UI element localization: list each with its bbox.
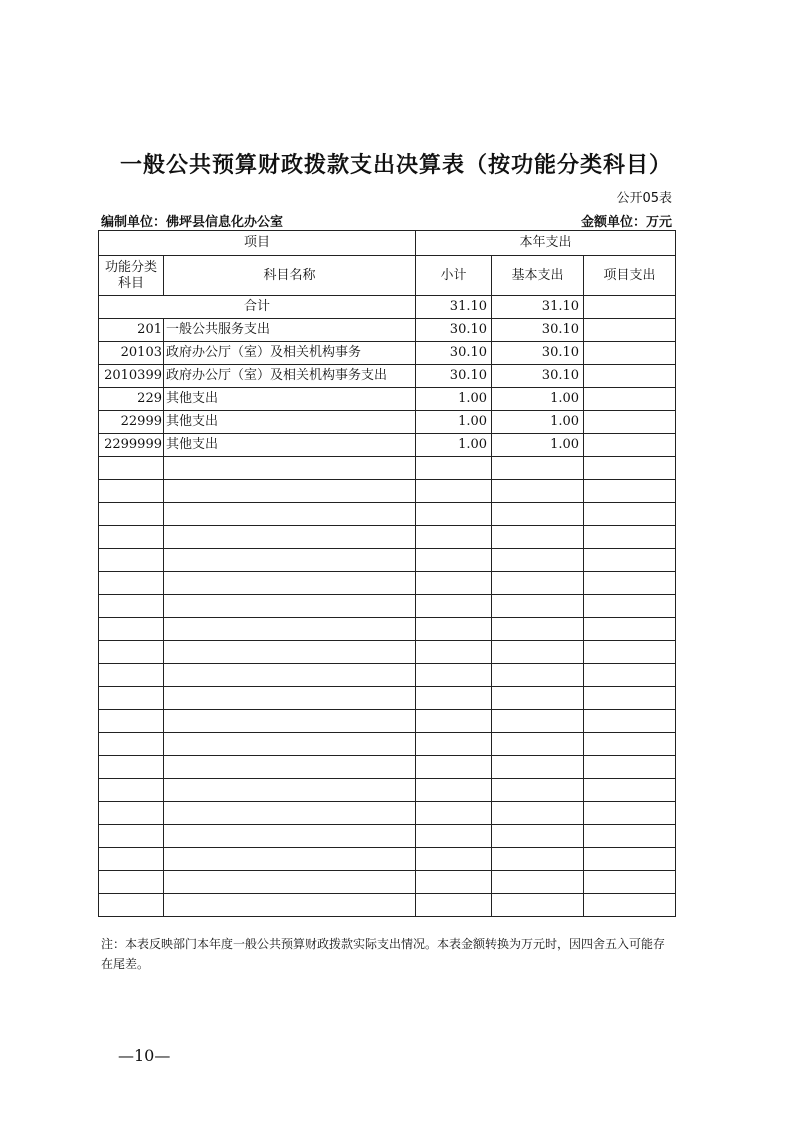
header-row-1 bbox=[99, 231, 676, 256]
empty-cell bbox=[416, 687, 492, 710]
empty-cell bbox=[584, 871, 676, 894]
empty-cell bbox=[584, 664, 676, 687]
empty-cell bbox=[164, 572, 416, 595]
empty-cell bbox=[416, 480, 492, 503]
empty-row bbox=[99, 894, 676, 917]
total-row bbox=[99, 296, 676, 319]
empty-cell bbox=[416, 871, 492, 894]
empty-cell bbox=[416, 710, 492, 733]
empty-cell bbox=[584, 710, 676, 733]
row-basic: 30.10 bbox=[492, 365, 584, 388]
empty-cell bbox=[584, 526, 676, 549]
table-row bbox=[99, 365, 676, 388]
header-basic: 基本支出 bbox=[492, 256, 584, 296]
empty-cell bbox=[164, 687, 416, 710]
empty-cell bbox=[584, 572, 676, 595]
empty-cell bbox=[164, 664, 416, 687]
empty-cell bbox=[99, 641, 164, 664]
row-name: 政府办公厅（室）及相关机构事务支出 bbox=[164, 365, 416, 388]
empty-cell bbox=[492, 710, 584, 733]
total-label: 合计 bbox=[99, 296, 416, 319]
row-code: 2299999 bbox=[99, 434, 164, 457]
table-row bbox=[99, 388, 676, 411]
empty-row bbox=[99, 687, 676, 710]
empty-cell bbox=[164, 618, 416, 641]
empty-cell bbox=[99, 825, 164, 848]
empty-cell bbox=[164, 480, 416, 503]
empty-cell bbox=[99, 595, 164, 618]
footnote: 注：本表反映部门本年度一般公共预算财政拨款实际支出情况。本表金额转换为万元时，因四舍五入可能存在尾差。 bbox=[101, 937, 666, 971]
row-subtotal: 30.10 bbox=[416, 342, 492, 365]
row-basic: 1.00 bbox=[492, 388, 584, 411]
empty-row bbox=[99, 595, 676, 618]
total-subtotal: 31.10 bbox=[416, 296, 492, 319]
empty-row bbox=[99, 871, 676, 894]
empty-cell bbox=[416, 641, 492, 664]
header-project-exp: 项目支出 bbox=[584, 256, 676, 296]
amount-unit: 金额单位：万元 bbox=[580, 215, 672, 230]
empty-cell bbox=[492, 802, 584, 825]
empty-cell bbox=[99, 733, 164, 756]
compiling-unit: 编制单位：佛坪县信息化办公室 bbox=[101, 215, 284, 230]
empty-row bbox=[99, 549, 676, 572]
empty-cell bbox=[492, 480, 584, 503]
empty-cell bbox=[492, 825, 584, 848]
empty-cell bbox=[492, 641, 584, 664]
empty-cell bbox=[416, 848, 492, 871]
empty-row bbox=[99, 664, 676, 687]
empty-row bbox=[99, 618, 676, 641]
empty-cell bbox=[416, 618, 492, 641]
empty-cell bbox=[416, 779, 492, 802]
empty-row bbox=[99, 756, 676, 779]
empty-cell bbox=[584, 457, 676, 480]
row-code: 2010399 bbox=[99, 365, 164, 388]
empty-cell bbox=[164, 756, 416, 779]
empty-cell bbox=[584, 894, 676, 917]
row-project bbox=[584, 319, 676, 342]
empty-cell bbox=[99, 618, 164, 641]
empty-cell bbox=[492, 595, 584, 618]
empty-cell bbox=[99, 802, 164, 825]
row-project bbox=[584, 434, 676, 457]
empty-row bbox=[99, 802, 676, 825]
empty-cell bbox=[99, 871, 164, 894]
empty-cell bbox=[99, 549, 164, 572]
row-name: 其他支出 bbox=[164, 411, 416, 434]
empty-row bbox=[99, 480, 676, 503]
empty-cell bbox=[492, 572, 584, 595]
table-row bbox=[99, 319, 676, 342]
empty-cell bbox=[584, 595, 676, 618]
empty-cell bbox=[416, 825, 492, 848]
empty-cell bbox=[584, 641, 676, 664]
row-name: 其他支出 bbox=[164, 434, 416, 457]
row-basic: 30.10 bbox=[492, 319, 584, 342]
empty-cell bbox=[416, 503, 492, 526]
row-project bbox=[584, 411, 676, 434]
empty-cell bbox=[492, 779, 584, 802]
empty-row bbox=[99, 825, 676, 848]
empty-cell bbox=[99, 572, 164, 595]
empty-cell bbox=[164, 802, 416, 825]
total-project bbox=[584, 296, 676, 319]
empty-cell bbox=[492, 733, 584, 756]
empty-cell bbox=[584, 825, 676, 848]
empty-cell bbox=[492, 664, 584, 687]
row-subtotal: 30.10 bbox=[416, 365, 492, 388]
empty-cell bbox=[164, 710, 416, 733]
empty-row bbox=[99, 526, 676, 549]
empty-row bbox=[99, 710, 676, 733]
empty-cell bbox=[164, 641, 416, 664]
empty-cell bbox=[492, 503, 584, 526]
empty-cell bbox=[164, 733, 416, 756]
empty-cell bbox=[164, 595, 416, 618]
header-project: 项目 bbox=[99, 231, 416, 256]
empty-cell bbox=[492, 871, 584, 894]
row-subtotal: 1.00 bbox=[416, 388, 492, 411]
empty-cell bbox=[492, 457, 584, 480]
empty-row bbox=[99, 779, 676, 802]
empty-row bbox=[99, 503, 676, 526]
row-subtotal: 1.00 bbox=[416, 411, 492, 434]
empty-cell bbox=[99, 710, 164, 733]
empty-cell bbox=[164, 825, 416, 848]
empty-cell bbox=[584, 733, 676, 756]
row-subtotal: 1.00 bbox=[416, 434, 492, 457]
empty-cell bbox=[164, 894, 416, 917]
empty-cell bbox=[416, 756, 492, 779]
empty-cell bbox=[99, 894, 164, 917]
empty-row bbox=[99, 848, 676, 871]
empty-cell bbox=[99, 503, 164, 526]
row-name: 一般公共服务支出 bbox=[164, 319, 416, 342]
empty-cell bbox=[164, 457, 416, 480]
empty-cell bbox=[492, 549, 584, 572]
empty-cell bbox=[416, 549, 492, 572]
empty-cell bbox=[416, 526, 492, 549]
header-func-code: 功能分类科目 bbox=[99, 256, 164, 296]
empty-cell bbox=[584, 779, 676, 802]
empty-cell bbox=[416, 595, 492, 618]
empty-cell bbox=[492, 756, 584, 779]
row-code: 201 bbox=[99, 319, 164, 342]
empty-cell bbox=[164, 526, 416, 549]
empty-cell bbox=[416, 802, 492, 825]
row-subtotal: 30.10 bbox=[416, 319, 492, 342]
header-subject-name: 科目名称 bbox=[164, 256, 416, 296]
empty-cell bbox=[164, 549, 416, 572]
empty-cell bbox=[416, 664, 492, 687]
form-code: 公开05表 bbox=[616, 191, 672, 206]
header-row-2 bbox=[99, 256, 676, 296]
empty-cell bbox=[164, 779, 416, 802]
empty-cell bbox=[164, 503, 416, 526]
empty-cell bbox=[99, 457, 164, 480]
empty-cell bbox=[416, 572, 492, 595]
empty-cell bbox=[492, 894, 584, 917]
empty-cell bbox=[416, 457, 492, 480]
empty-cell bbox=[584, 756, 676, 779]
row-name: 其他支出 bbox=[164, 388, 416, 411]
page-number: —10— bbox=[118, 1046, 171, 1065]
empty-cell bbox=[99, 848, 164, 871]
row-code: 22999 bbox=[99, 411, 164, 434]
header-current-year: 本年支出 bbox=[416, 231, 676, 256]
expenditure-table bbox=[98, 230, 676, 917]
row-basic: 1.00 bbox=[492, 434, 584, 457]
row-code: 229 bbox=[99, 388, 164, 411]
empty-cell bbox=[99, 664, 164, 687]
row-basic: 30.10 bbox=[492, 342, 584, 365]
empty-row bbox=[99, 572, 676, 595]
page-title: 一般公共预算财政拨款支出决算表（按功能分类科目） bbox=[119, 153, 672, 178]
table-row bbox=[99, 434, 676, 457]
total-basic: 31.10 bbox=[492, 296, 584, 319]
empty-cell bbox=[492, 848, 584, 871]
empty-cell bbox=[584, 549, 676, 572]
empty-cell bbox=[99, 480, 164, 503]
empty-row bbox=[99, 733, 676, 756]
table-row bbox=[99, 411, 676, 434]
row-code: 20103 bbox=[99, 342, 164, 365]
empty-cell bbox=[416, 733, 492, 756]
empty-cell bbox=[99, 687, 164, 710]
empty-cell bbox=[492, 687, 584, 710]
empty-cell bbox=[164, 871, 416, 894]
empty-cell bbox=[164, 848, 416, 871]
empty-cell bbox=[99, 526, 164, 549]
empty-cell bbox=[99, 779, 164, 802]
empty-cell bbox=[99, 756, 164, 779]
empty-row bbox=[99, 457, 676, 480]
empty-cell bbox=[492, 526, 584, 549]
empty-cell bbox=[584, 503, 676, 526]
row-project bbox=[584, 365, 676, 388]
empty-cell bbox=[492, 618, 584, 641]
row-project bbox=[584, 388, 676, 411]
row-project bbox=[584, 342, 676, 365]
empty-cell bbox=[584, 618, 676, 641]
empty-cell bbox=[584, 480, 676, 503]
empty-cell bbox=[584, 687, 676, 710]
empty-cell bbox=[584, 802, 676, 825]
table-row bbox=[99, 342, 676, 365]
empty-cell bbox=[416, 894, 492, 917]
empty-cell bbox=[584, 848, 676, 871]
row-name: 政府办公厅（室）及相关机构事务 bbox=[164, 342, 416, 365]
empty-row bbox=[99, 641, 676, 664]
row-basic: 1.00 bbox=[492, 411, 584, 434]
header-subtotal: 小计 bbox=[416, 256, 492, 296]
